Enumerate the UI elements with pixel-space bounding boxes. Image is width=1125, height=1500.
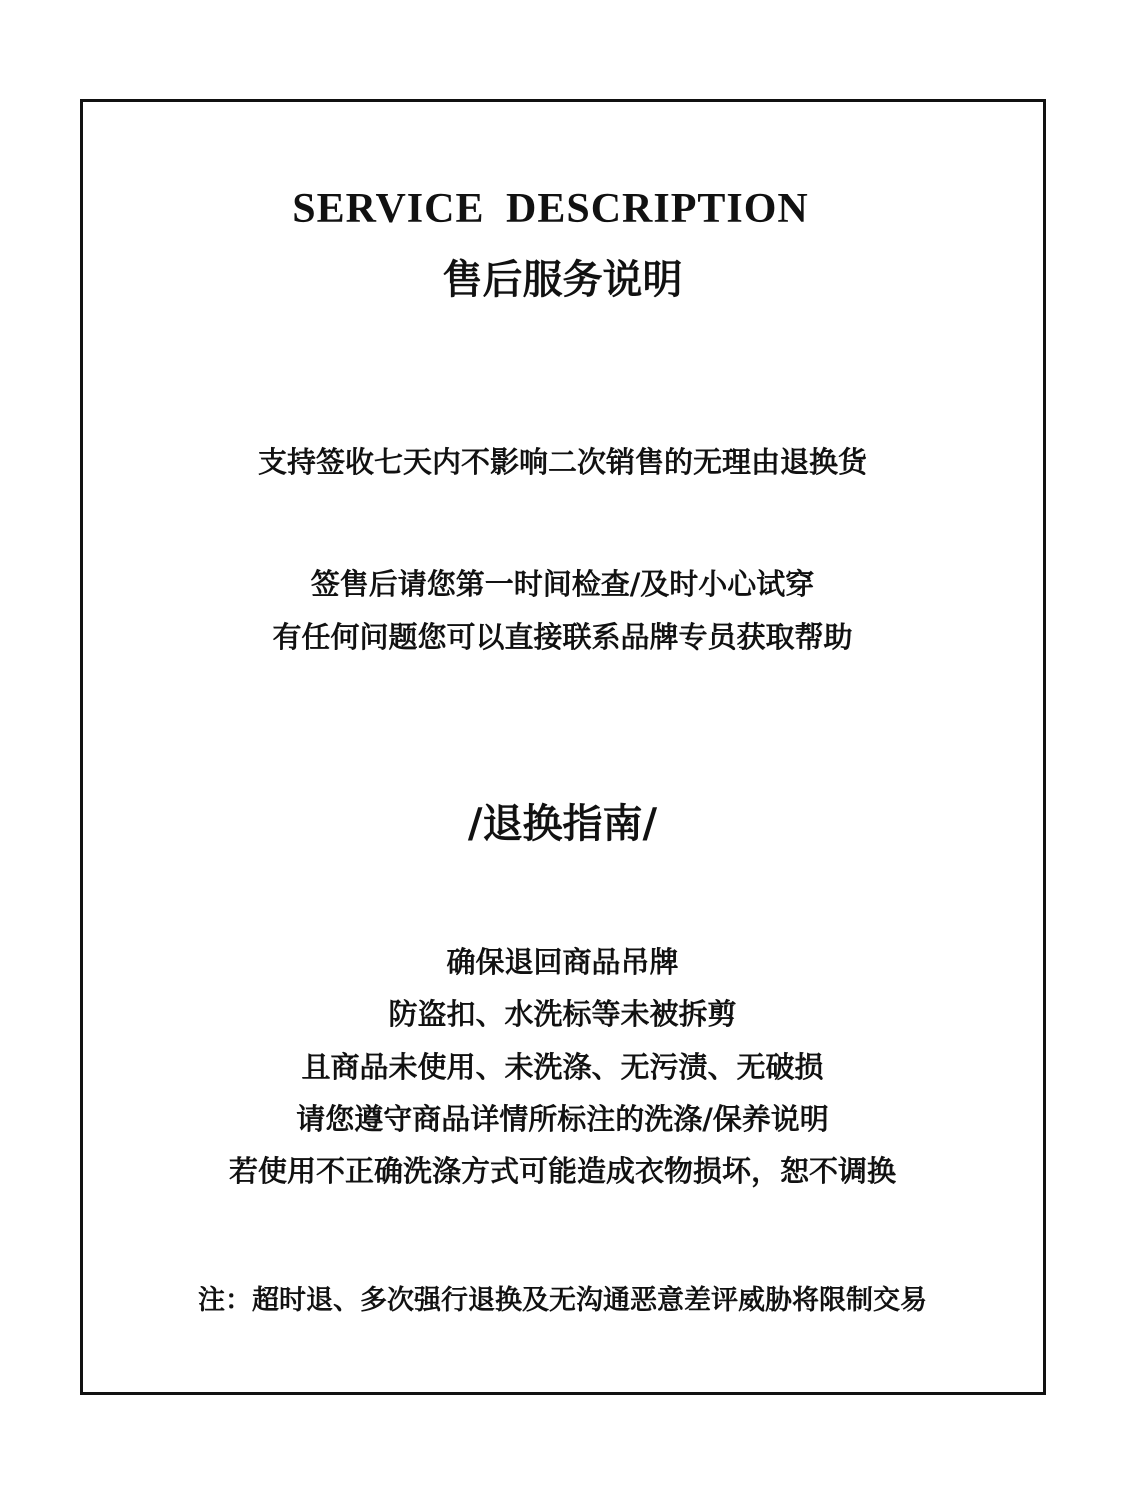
return-policy-tagline: 支持签收七天内不影响二次销售的无理由退换货 <box>257 445 867 479</box>
intro-line-1: 签售后请您第一时间检查/及时小心试穿 <box>310 567 815 601</box>
title-english: SERVICE DESCRIPTION <box>292 186 809 232</box>
intro-line-2: 有任何问题您可以直接联系品牌专员获取帮助 <box>272 620 853 654</box>
guide-line-1: 确保退回商品吊牌 <box>446 945 679 979</box>
guide-line-2: 防盗扣、水洗标等未被拆剪 <box>388 997 737 1031</box>
guide-line-4: 请您遵守商品详情所标注的洗涤/保养说明 <box>296 1102 829 1136</box>
restriction-note: 注：超时退、多次强行退换及无沟通恶意差评威胁将限制交易 <box>198 1285 927 1316</box>
guide-line-3: 且商品未使用、未洗涤、无污渍、无破损 <box>301 1050 824 1084</box>
guide-line-5: 若使用不正确洗涤方式可能造成衣物损坏，恕不调换 <box>228 1154 896 1188</box>
title-chinese: 售后服务说明 <box>442 256 683 303</box>
return-guide-heading: /退换指南/ <box>467 800 658 847</box>
